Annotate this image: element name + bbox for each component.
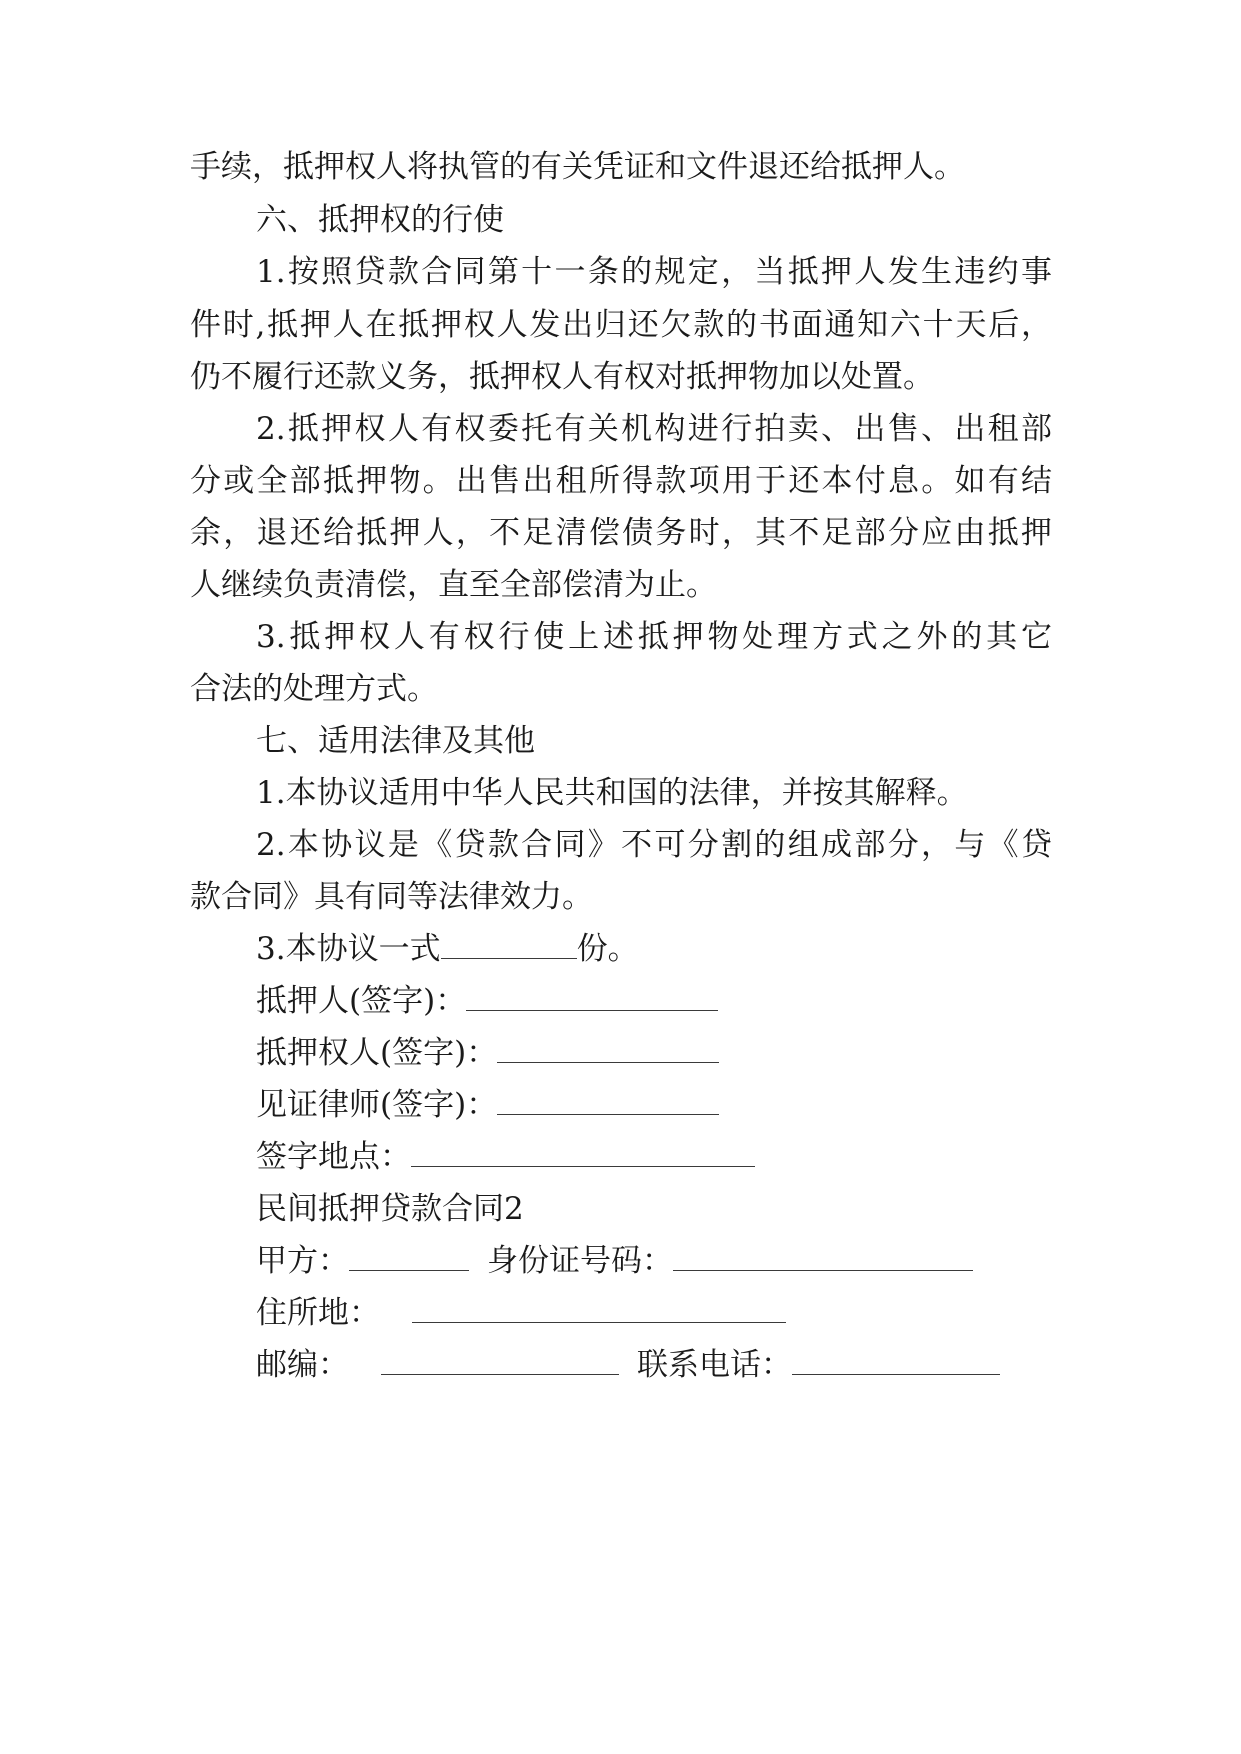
- section-heading: 六、抵押权的行使: [256, 202, 504, 238]
- paragraph-line: 余，退还给抵押人，不足清偿债务时，其不足部分应由抵押: [190, 515, 1052, 551]
- signature-mortgagor: [256, 980, 1052, 1022]
- mortgagee-label: 抵押权人(签字)：: [256, 1035, 498, 1071]
- mortgagor-label: 抵押人(签字)：: [256, 983, 467, 1019]
- paragraph-line: 1.本协议适用中华人民共和国的法律，并按其解释。: [256, 775, 968, 811]
- paragraph-line: 分或全部抵押物。出售出租所得款项用于还本付息。如有结: [190, 463, 1052, 499]
- place-label: 签字地点：: [256, 1139, 411, 1175]
- section-heading: 七、适用法律及其他: [256, 723, 535, 759]
- address-line: [256, 1292, 1052, 1334]
- party-a-label: 甲方：: [256, 1243, 349, 1279]
- lawyer-label: 见证律师(签字)：: [256, 1087, 498, 1123]
- copies-suffix: 份。: [576, 931, 639, 967]
- party-a-blank: [349, 1240, 469, 1271]
- postcode-label: 邮编：: [256, 1347, 349, 1383]
- paragraph-line: 人继续负责清偿，直至全部偿清为止。: [190, 567, 717, 603]
- id-number-blank: [673, 1240, 973, 1271]
- address-label: 住所地：: [256, 1295, 380, 1331]
- phone-blank: [792, 1344, 1000, 1375]
- phone-label: 联系电话：: [637, 1347, 792, 1383]
- copies-line: [256, 928, 1052, 970]
- paragraph-line: 件时,抵押人在抵押权人发出归还欠款的书面通知六十天后，: [190, 307, 1052, 343]
- signature-lawyer: [256, 1084, 1052, 1126]
- contact-line: [256, 1344, 1052, 1386]
- contract2-title: 民间抵押贷款合同2: [256, 1191, 524, 1227]
- party-a-line: [256, 1240, 1052, 1282]
- mortgagor-blank: [466, 980, 718, 1011]
- address-blank: [412, 1292, 786, 1323]
- paragraph-line: 仍不履行还款义务，抵押权人有权对抵押物加以处置。: [190, 359, 934, 395]
- paragraph-line: 2.抵押权人有权委托有关机构进行拍卖、出售、出租部: [256, 411, 1052, 447]
- copies-prefix: 3.本协议一式: [256, 931, 441, 967]
- copies-blank: [441, 928, 577, 959]
- place-blank: [411, 1136, 755, 1167]
- paragraph-line: 合法的处理方式。: [190, 671, 438, 707]
- signature-place: [256, 1136, 1052, 1178]
- lawyer-blank: [497, 1084, 719, 1115]
- paragraph-line: 手续，抵押权人将执管的有关凭证和文件退还给抵押人。: [190, 149, 965, 185]
- signature-mortgagee: [256, 1032, 1052, 1074]
- paragraph-line: 2.本协议是《贷款合同》不可分割的组成部分，与《贷: [256, 827, 1052, 863]
- paragraph-line: 款合同》具有同等法律效力。: [190, 879, 593, 915]
- paragraph-line: 1.按照贷款合同第十一条的规定，当抵押人发生违约事: [256, 254, 1052, 290]
- paragraph-line: 3.抵押权人有权行使上述抵押物处理方式之外的其它: [256, 619, 1052, 655]
- mortgagee-blank: [497, 1032, 719, 1063]
- postcode-blank: [381, 1344, 619, 1375]
- id-number-label: 身份证号码：: [487, 1243, 673, 1279]
